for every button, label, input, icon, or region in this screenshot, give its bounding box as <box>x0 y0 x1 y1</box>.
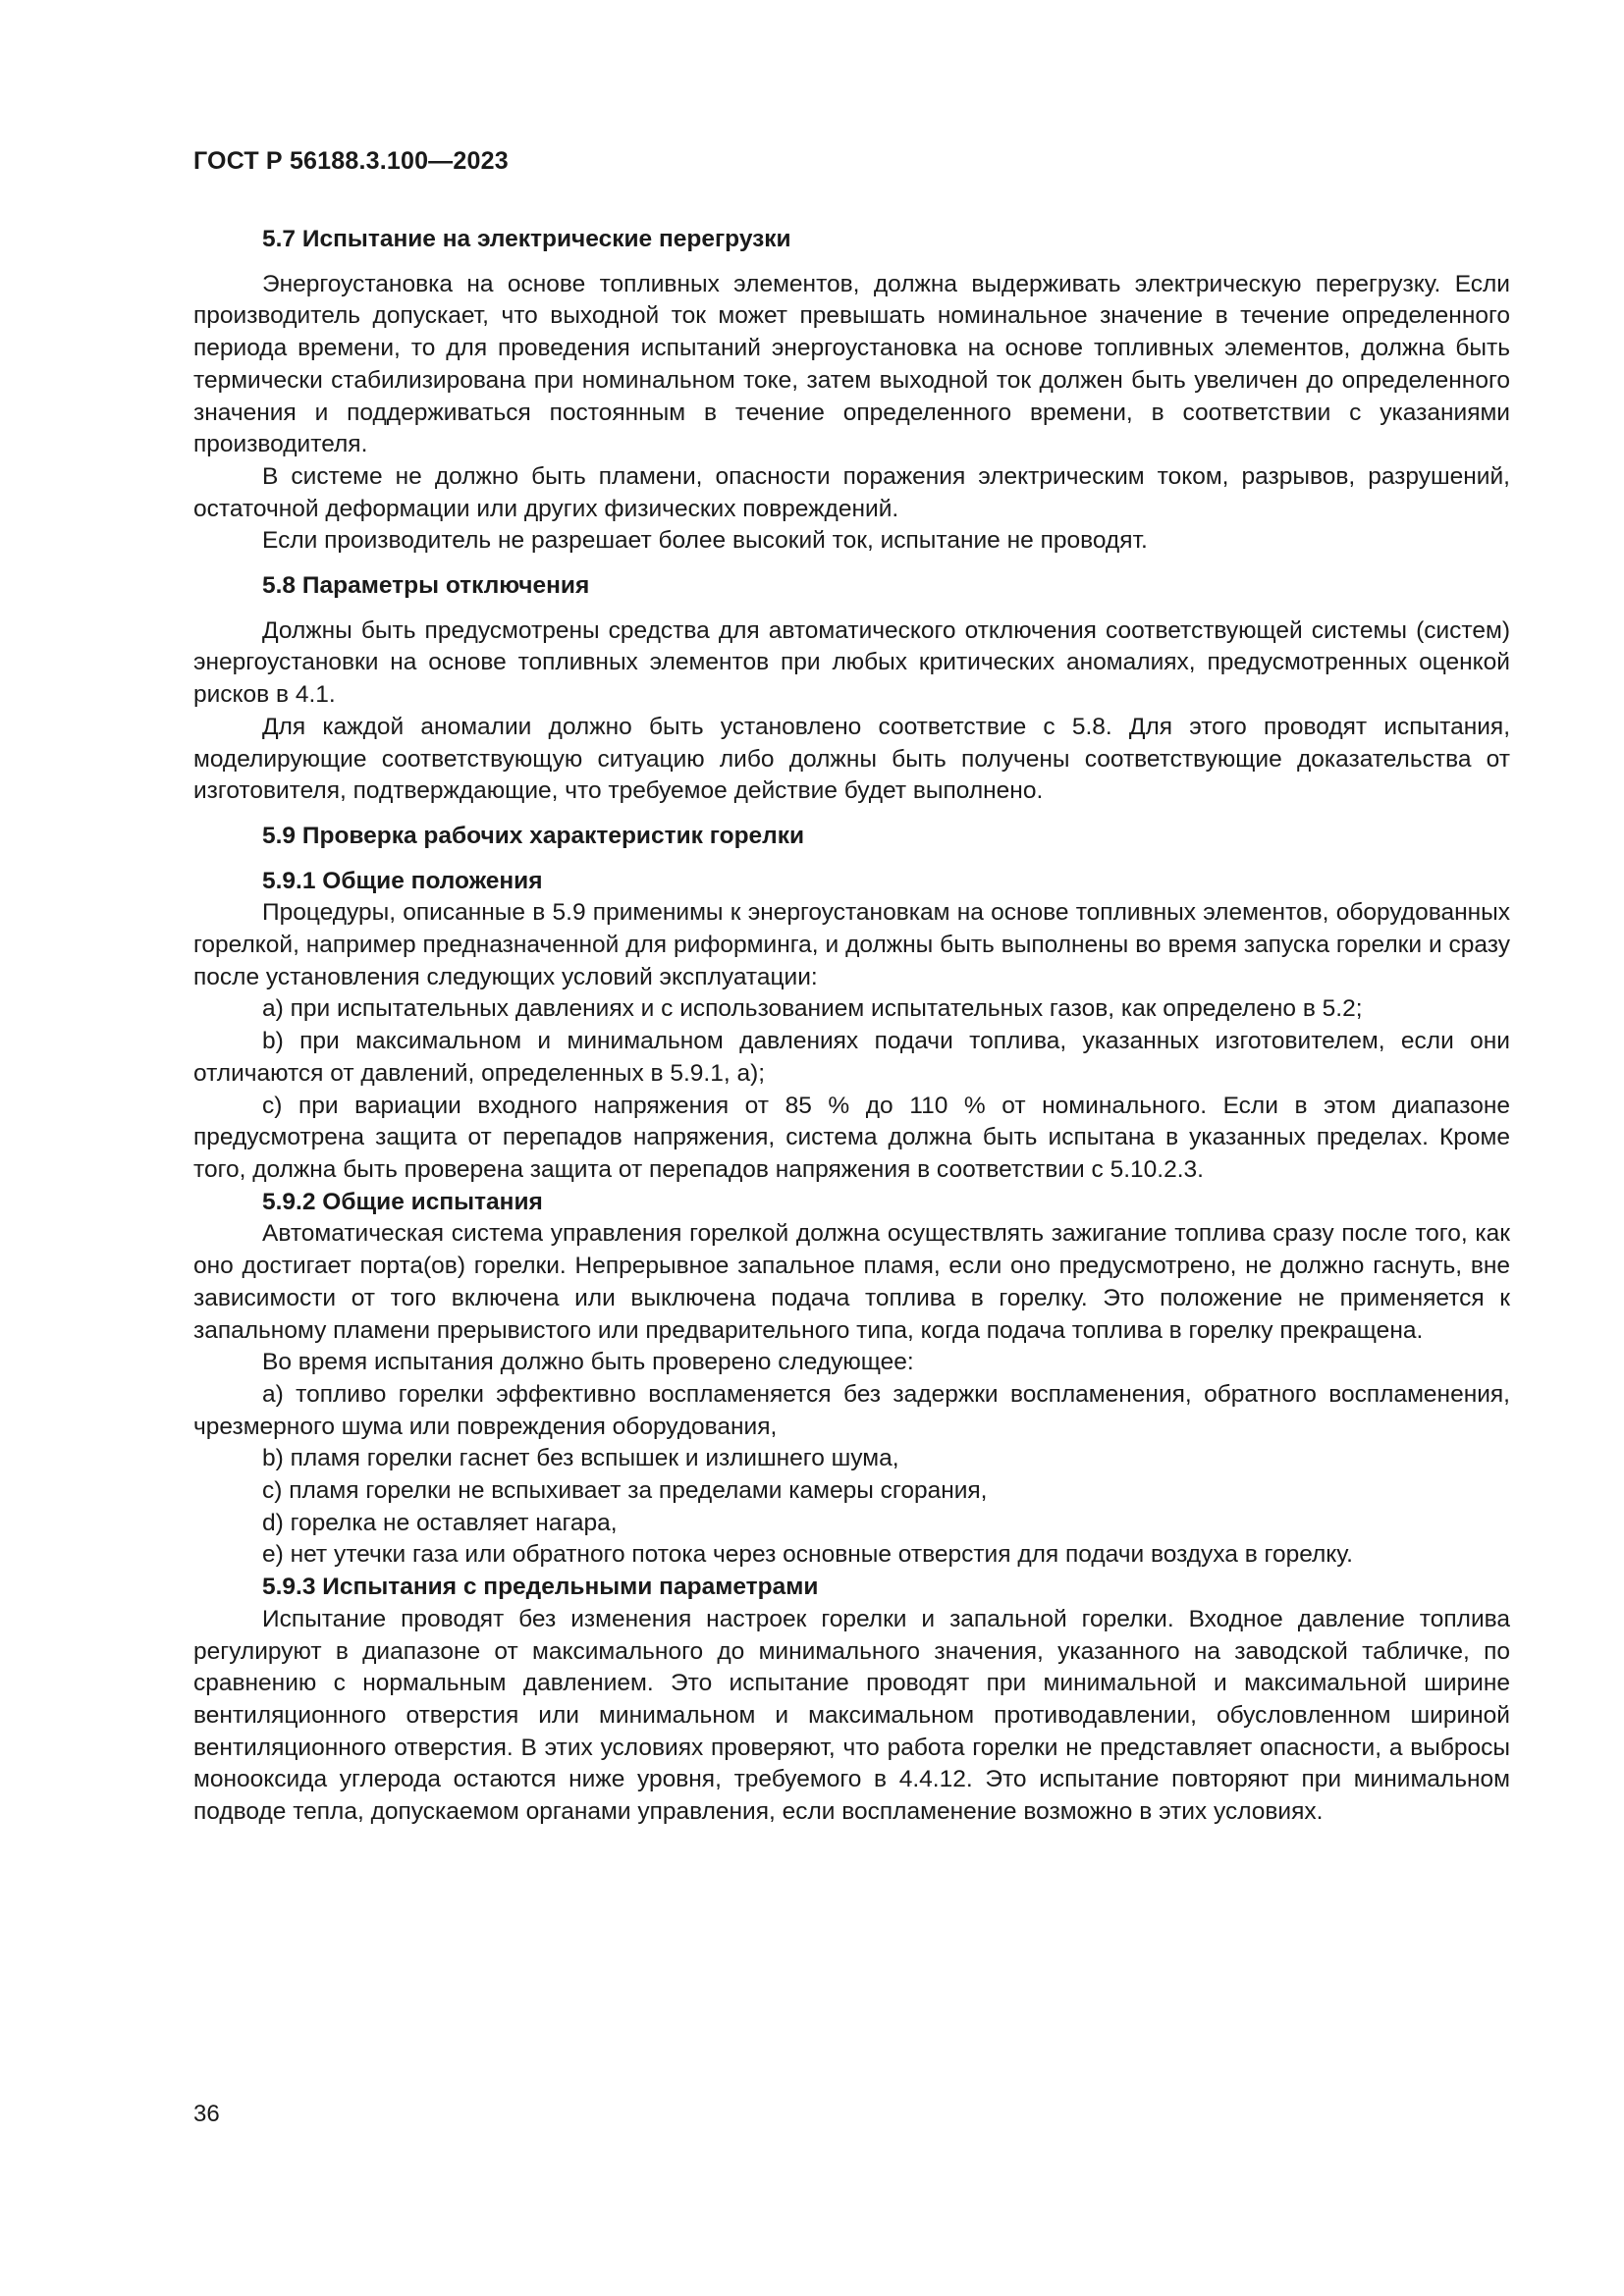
paragraph: Процедуры, описанные в 5.9 применимы к энергоустановкам на основе топливных элементов, оборудованных горелкой, например предназначенной для риформинга, и должны быть выполнены во время запуска горелки и сразу после установления следующих условий эксплуатации: <box>193 899 1510 990</box>
paragraph: Во время испытания должно быть проверено следующее: <box>262 1349 914 1376</box>
paragraph: Испытание проводят без изменения настроек горелки и запальной горелки. Входное давление топлива регулируют в диапазоне от максимального до минимального значения, указанного на заводской табличке, по сравнению с нормальным давлением. Это испытание проводят при минимальной и максимальной ширине вентиляционного отверстия или минимальном и максимальном противодавлении, обусловленном шириной вентиляционного отверстия. В этих условиях проверяют, что работа горелки не представляет опасности, а выбросы монооксида углерода остаются ниже уровня, требуемого в 4.4.12. Это испытание повторяют при минимальном подводе тепла, допускаемом органами управления, если воспламенение возможно в этих условиях. <box>193 1605 1510 1826</box>
section-heading-5-8: 5.8 Параметры отключения <box>262 572 590 600</box>
page-number: 36 <box>193 2101 220 2127</box>
list-item: с) пламя горелки не вспыхивает за пределами камеры сгорания, <box>262 1477 988 1505</box>
list-item: b) при максимальном и минимальном давлениях подачи топлива, указанных изготовителем, если они отличаются от давлений, определенных в 5.9.1, а); <box>193 1028 1510 1087</box>
paragraph: Автоматическая система управления горелкой должна осуществлять зажигание топлива сразу после того, как оно достигает порта(ов) горелки. Непрерывное запальное пламя, если оно предусмотрено, не должно гаснуть, вне зависимости от того включена или выключена подача топлива в горелку. Это положение не применяется к запальному пламени прерывистого или предварительного типа, когда подача топлива в горелку прекращена. <box>193 1220 1510 1344</box>
subsection-heading-5-9-3: 5.9.3 Испытания с предельными параметрами <box>262 1574 819 1601</box>
paragraph: В системе не должно быть пламени, опасности поражения электрическим током, разрывов, разрушений, остаточной деформации или других физических повреждений. <box>193 462 1510 522</box>
paragraph: Должны быть предусмотрены средства для автоматического отключения соответствующей системы (систем) энергоустановки на основе топливных элементов при любых критических аномалиях, предусмотренных оценкой рисков в 4.1. <box>193 616 1510 709</box>
section-heading-5-9: 5.9 Проверка рабочих характеристик горелки <box>262 822 805 849</box>
paragraph: Энергоустановка на основе топливных элементов, должна выдерживать электрическую перегрузку. Если производитель допускает, что выходной ток может превышать номинальное значение в течение определенного периода времени, то для проведения испытаний энергоустановка на основе топливных элементов, должна быть термически стабилизирована при номинальном токе, затем выходной ток должен быть увеличен до определенного значения и поддерживаться постоянным в течение определенного времени, в соответствии с указаниями производителя. <box>193 270 1510 458</box>
list-item: b) пламя горелки гаснет без вспышек и излишнего шума, <box>262 1445 899 1472</box>
subsection-heading-5-9-1: 5.9.1 Общие положения <box>262 867 543 894</box>
paragraph: Если производитель не разрешает более высокий ток, испытание не проводят. <box>262 527 1148 555</box>
page-content <box>193 224 1510 1829</box>
paragraph: Для каждой аномалии должно быть установлено соответствие с 5.8. Для этого проводят испытания, моделирующие соответствующую ситуацию либо должны быть получены соответствующие доказательства от изготовителя, подтверждающие, что требуемое действие будет выполнено. <box>193 713 1510 805</box>
section-heading-5-7: 5.7 Испытание на электрические перегрузки <box>262 226 791 252</box>
list-item: с) при вариации входного напряжения от 85 % до 110 % от номинального. Если в этом диапазоне предусмотрена защита от перепадов напряжения, система должна быть испытана в указанных пределах. Кроме того, должна быть проверена защита от перепадов напряжения в соответствии с 5.10.2.3. <box>193 1092 1510 1183</box>
list-item: а) топливо горелки эффективно воспламеняется без задержки воспламенения, обратного воспламенения, чрезмерного шума или повреждения оборудования, <box>193 1380 1510 1440</box>
subsection-heading-5-9-2: 5.9.2 Общие испытания <box>262 1188 543 1215</box>
list-item: е) нет утечки газа или обратного потока через основные отверстия для подачи воздуха в горелку. <box>262 1541 1353 1569</box>
document-code: ГОСТ Р 56188.3.100—2023 <box>193 147 509 175</box>
list-item: а) при испытательных давлениях и с использованием испытательных газов, как определено в 5.2; <box>262 995 1363 1023</box>
list-item: d) горелка не оставляет нагара, <box>262 1509 618 1536</box>
